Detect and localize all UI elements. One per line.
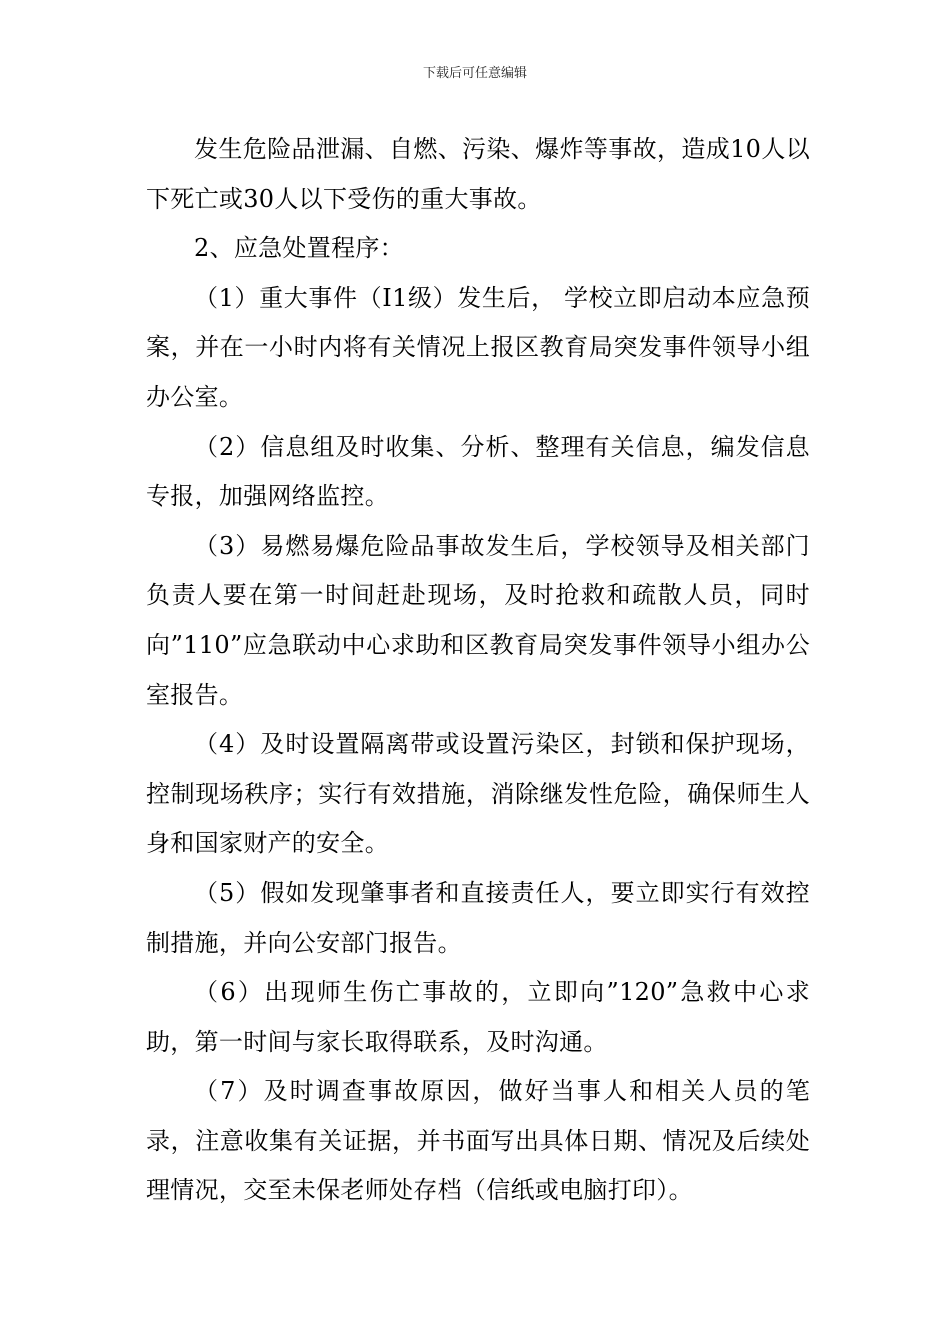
- paragraph-step-5: （5）假如发现肇事者和直接责任人，要立即实行有效控制措施，并向公安部门报告。: [146, 878, 810, 957]
- paragraph-step-4: （4）及时设置隔离带或设置污染区，封锁和保护现场，控制现场秩序；实行有效措施，消除继发性危险，确保师生人身和国家财产的安全。: [146, 730, 810, 858]
- paragraph-step-3: （3）易燃易爆危险品事故发生后，学校领导及相关部门负责人要在第一时间赶赴现场，及时抢救和疏散人员，同时向”110”应急联动中心求助和区教育局突发事件领导小组办公室报告。: [146, 531, 810, 709]
- paragraph-major-accident-definition: 发生危险品泄漏、自燃、污染、爆炸等事故，造成10人以下死亡或30人以下受伤的重大事故。: [146, 135, 810, 213]
- section-heading-response-procedure: 2、应急处置程序：: [194, 234, 404, 263]
- paragraph-step-1: （1）重大事件（I1级）发生后， 学校立即启动本应急预案，并在一小时内将有关情况上报区教育局突发事件领导小组办公室。: [146, 283, 810, 411]
- paragraph-step-6: （6）出现师生伤亡事故的，立即向”120”急救中心求助，第一时间与家长取得联系，及时沟通。: [146, 978, 810, 1056]
- document-body: [146, 125, 810, 1216]
- paragraph-step-7: （7）及时调查事故原因，做好当事人和相关人员的笔录，注意收集有关证据，并书面写出具体日期、情况及后续处理情况，交至未保老师处存档（信纸或电脑打印）。: [146, 1077, 810, 1205]
- page-header-note: 下载后可任意编辑: [422, 66, 527, 81]
- paragraph-step-2: （2）信息组及时收集、分析、整理有关信息，编发信息专报，加强网络监控。: [146, 432, 810, 511]
